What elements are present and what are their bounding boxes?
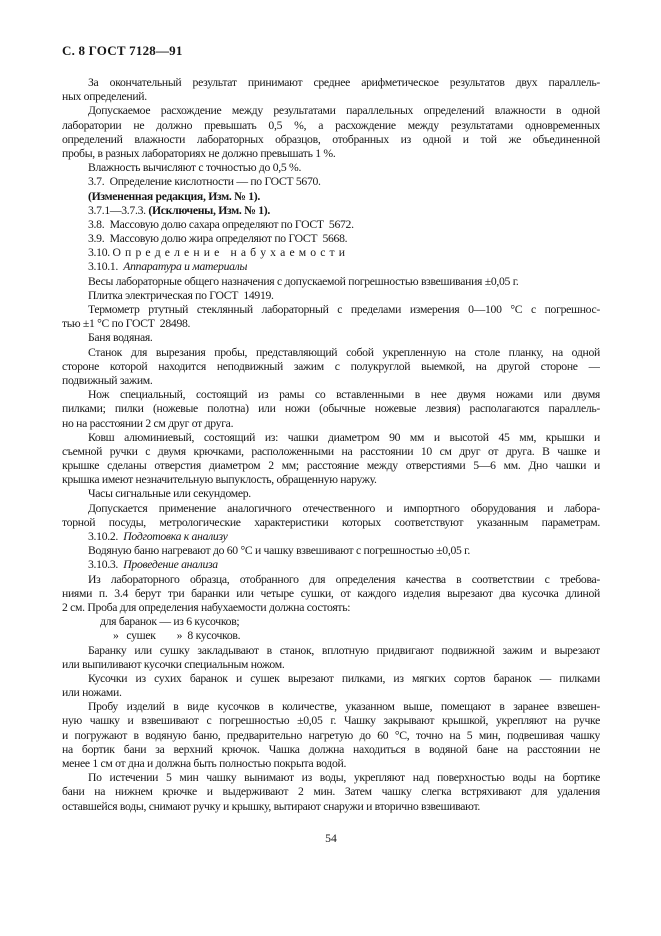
text-line [62, 402, 600, 416]
text-line [62, 104, 600, 118]
text-segment: бани на нижнем крючке и выдерживают 2 мин. Затем чашку слегка встряхивают для удаления [62, 785, 600, 799]
text-line [62, 459, 600, 473]
text-segment: ниями п. 3.4 берут три баранки или четыре сушки, от каждого изделия вырезают два кусочка длиной [62, 586, 600, 600]
text-segment: Влажность вычисляют с точностью до 0,5 %. [88, 161, 302, 175]
text-line [62, 190, 600, 204]
text-segment: Пробу изделий в виде кусочков в количестве, указанном выше, помещают в заранее взвешен- [88, 700, 600, 714]
text-segment: Кусочки из сухих баранок и сушек вырезают пилками, из мягких сортов баранок — пилками [88, 671, 600, 685]
text-segment: съемной ручки с двумя крючками, расположенными на расстоянии 10 см друг от друга. В чашке и [62, 444, 600, 458]
bold-text: (Исключены, Изм. № 1). [148, 203, 270, 217]
text-segment: оставшейся воды, снимают ручку и крышку, вытирают снаружи и вторично взвешивают. [62, 799, 481, 813]
text-line [62, 388, 600, 402]
text-line [62, 573, 600, 587]
text-line [62, 289, 600, 303]
text-line [62, 544, 600, 558]
text-segment: Баня водяная. [88, 331, 153, 345]
text-line [62, 558, 600, 572]
text-segment: Станок для вырезания пробы, представляющий собой укрепленную на столе планку, на одной [88, 345, 600, 359]
text-line [62, 147, 600, 161]
text-line [62, 331, 600, 345]
text-segment: Весы лабораторные общего назначения с допускаемой погрешностью взвешивания ±0,05 г. [88, 274, 519, 288]
text-line [62, 119, 600, 133]
text-line [62, 346, 600, 360]
text-line [62, 417, 600, 431]
text-line [62, 629, 600, 643]
text-segment: Часы сигнальные или секундомер. [88, 487, 251, 501]
italic-text: Проведение анализа [123, 558, 218, 572]
text-segment: Из лабораторного образца, отобранного для определения качества в соответствии с требова- [88, 572, 600, 586]
italic-text: Подготовка к анализу [123, 530, 228, 543]
text-line [62, 700, 600, 714]
text-segment: Водяную баню нагревают до 60 °С и чашку взвешивают с погрешностью ±0,05 г. [88, 544, 470, 558]
text-line [62, 601, 600, 615]
text-segment: лаборатории не должно превышать 0,5 %, а расхождение между результатами одновременных [62, 118, 600, 132]
text-segment: 3.10.1. [88, 260, 124, 274]
text-segment: 3.10.2. [88, 530, 124, 543]
document-body [62, 76, 600, 814]
text-segment: По истечении 5 мин чашку вынимают из воды, укрепляют над поверхностью воды на бортике [88, 771, 600, 785]
text-segment: стороне которой находится неподвижный зажим с полукруглой выемкой, на другой стороне — [62, 359, 600, 373]
text-segment: 3.7. Определение кислотности — по ГОСТ 5670. [88, 175, 321, 189]
text-line [62, 90, 600, 104]
text-segment: За окончательный результат принимают среднее арифметическое результатов двух параллель- [88, 76, 600, 89]
text-segment: Плитка электрическая по ГОСТ 14919. [88, 288, 274, 302]
text-segment: 3.10.3. [88, 558, 124, 572]
text-line [62, 757, 600, 771]
text-segment: определений влажности лабораторных образцов, отобранных из одной и той же объединенной [62, 132, 600, 146]
text-line [62, 686, 600, 700]
text-segment: для баранок — из 6 кусочков; [100, 615, 240, 629]
text-line [62, 672, 600, 686]
text-line [62, 587, 600, 601]
text-segment: 3.8. Массовую долю сахара определяют по ГОСТ 5672. [88, 217, 354, 231]
text-line [62, 615, 600, 629]
text-segment: Ковш алюминиевый, состоящий из: чашки диаметром 90 мм и высотой 45 мм, крышки и [88, 430, 600, 444]
text-segment: крышка имеют незначительную выпуклость, обращенную наружу. [62, 473, 377, 487]
text-line [62, 175, 600, 189]
text-line [62, 76, 600, 90]
text-line [62, 246, 600, 260]
text-line [62, 487, 600, 501]
text-segment: Термометр ртутный стеклянный лабораторный с пределами измерения 0—100 °С с погрешнос- [88, 303, 600, 316]
text-segment: 3.10. [88, 246, 113, 260]
italic-text: Аппаратура и материалы [123, 260, 248, 274]
text-line [62, 658, 600, 672]
text-segment: на бортик бани за верхний крючок. Чашка должна находиться в водяной бане на расстоянии не [62, 742, 600, 756]
text-segment: пилками; пилки (ножевые полотна) или ножи (обычные ножевые лезвия) располагаются параллель- [62, 402, 600, 416]
text-line [62, 743, 600, 757]
text-line [62, 317, 600, 331]
text-segment: Допускаемое расхождение между результатами параллельных определений влажности в одной [88, 104, 600, 118]
text-segment: и погружают в водяную баню, предварительно нагретую до 60 °С, точно на 5 мин, подвешивая чашку [62, 728, 600, 742]
text-segment: 3.7.1—3.7.3. [88, 203, 149, 217]
text-line [62, 729, 600, 743]
text-line [62, 800, 600, 814]
text-segment: или выпиливают кусочки специальным ножом. [62, 657, 285, 671]
text-line [62, 785, 600, 799]
text-line [62, 232, 600, 246]
text-segment: тью ±1 °С по ГОСТ 28498. [62, 317, 191, 331]
text-segment: менее 1 см от дна и должна быть полностью покрыта водой. [62, 757, 347, 770]
text-line [62, 260, 600, 274]
text-line [62, 374, 600, 388]
text-line [62, 644, 600, 658]
text-line [62, 204, 600, 218]
text-line [62, 771, 600, 785]
text-segment: Баранку или сушку закладывают в станок, вплотную придвигают подвижной зажим и вырезают [88, 643, 600, 657]
text-line [62, 445, 600, 459]
text-segment: или ножами. [62, 686, 122, 700]
text-line [62, 360, 600, 374]
spaced-heading-text: О п р е д е л е н и е н а б у х а е м о с т и [112, 246, 346, 260]
text-segment: но на расстоянии 2 см друг от друга. [62, 416, 234, 430]
text-segment: 3.9. Массовую долю жира определяют по ГОСТ 5668. [88, 232, 348, 246]
text-line [62, 133, 600, 147]
text-line [62, 530, 600, 544]
text-line [62, 714, 600, 728]
text-segment: 2 см. Проба для определения набухаемости должна состоять: [62, 600, 351, 614]
text-segment: ную чашку и взвешивают с погрешностью ±0,05 г. Чашку закрывают крышкой, укрепляют на ручке [62, 714, 600, 728]
text-segment: ных определений. [62, 90, 147, 104]
text-segment: торной посуды, метрологические характеристики которых соответствуют указанным параметрам. [62, 515, 600, 529]
running-header: С. 8 ГОСТ 7128—91 [62, 43, 183, 58]
text-line [62, 275, 600, 289]
text-line [62, 502, 600, 516]
text-segment: Допускается применение аналогичного отечественного и импортного оборудования и лабора- [88, 501, 600, 515]
text-line [62, 473, 600, 487]
text-line [62, 161, 600, 175]
text-line [62, 516, 600, 530]
text-segment: » сушек » 8 кусочков. [113, 629, 241, 643]
text-segment: Нож специальный, состоящий из рамы со вставленными в нее двумя ножами или двумя [88, 388, 600, 402]
bold-text: (Измененная редакция, Изм. № 1). [88, 189, 260, 203]
text-line [62, 431, 600, 445]
text-segment: пробы, в разных лабораториях не должно превышать 1 %. [62, 146, 336, 160]
page-number: 54 [325, 832, 337, 845]
text-line [62, 303, 600, 317]
text-segment: крышке сделаны отверстия диаметром 2 мм; расстояние между отверстиями 5—6 мм. Дно чашки и [62, 459, 600, 473]
text-segment: подвижный зажим. [62, 373, 153, 387]
text-line [62, 218, 600, 232]
